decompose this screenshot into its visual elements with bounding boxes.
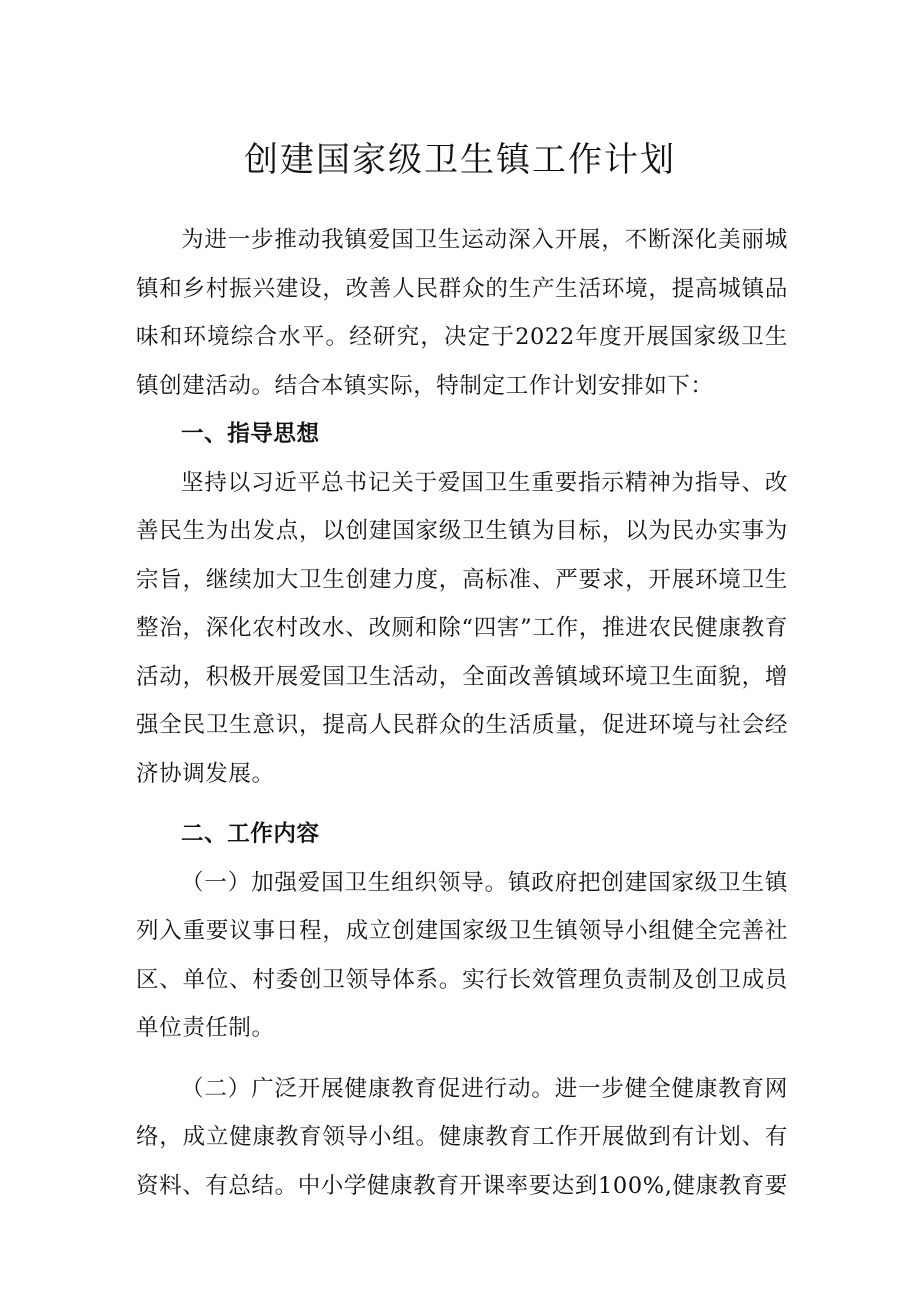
guiding-ideology-paragraph: 坚持以习近平总书记关于爱国卫生重要指示精神为指导、改善民生为出发点，以创建国家级卫生镇为目标，以为民办实事为宗旨，继续加大卫生创建力度，高标准、严要求，开展环境卫生整治，深化农村改水、改厕和除“四害”工作，推进农民健康教育活动，积极开展爱国卫生活动，全面改善镇域环境卫生面貌，增强全民卫生意识，提高人民群众的生活质量，促进环境与社会经济协调发展。 [136, 469, 788, 787]
section-heading-work-content: 二、工作内容 [181, 821, 320, 847]
section-heading-guiding-ideology: 一、指导思想 [181, 421, 320, 447]
intro-paragraph: 为进一步推动我镇爱国卫生运动深入开展，不断深化美丽城镇和乡村振兴建设，改善人民群众的生产生活环境，提高城镇品味和环境综合水平。经研究，决定于2022年度开展国家级卫生镇创建活动。结合本镇实际，特制定工作计划安排如下： [136, 227, 788, 399]
work-item-2-paragraph: （二）广泛开展健康教育促进行动。进一步健全健康教育网络，成立健康教育领导小组。健康教育工作开展做到有计划、有资料、有总结。中小学健康教育开课率要达到100%,健康教育要 [136, 1075, 788, 1199]
work-item-1-paragraph: （一）加强爱国卫生组织领导。镇政府把创建国家级卫生镇列入重要议事日程，成立创建国家级卫生镇领导小组健全完善社区、单位、村委创卫领导体系。实行长效管理负责制及创卫成员单位责任制。 [136, 869, 788, 1041]
document-body [136, 216, 788, 1210]
document-title: 创建国家级卫生镇工作计划 [244, 140, 676, 180]
